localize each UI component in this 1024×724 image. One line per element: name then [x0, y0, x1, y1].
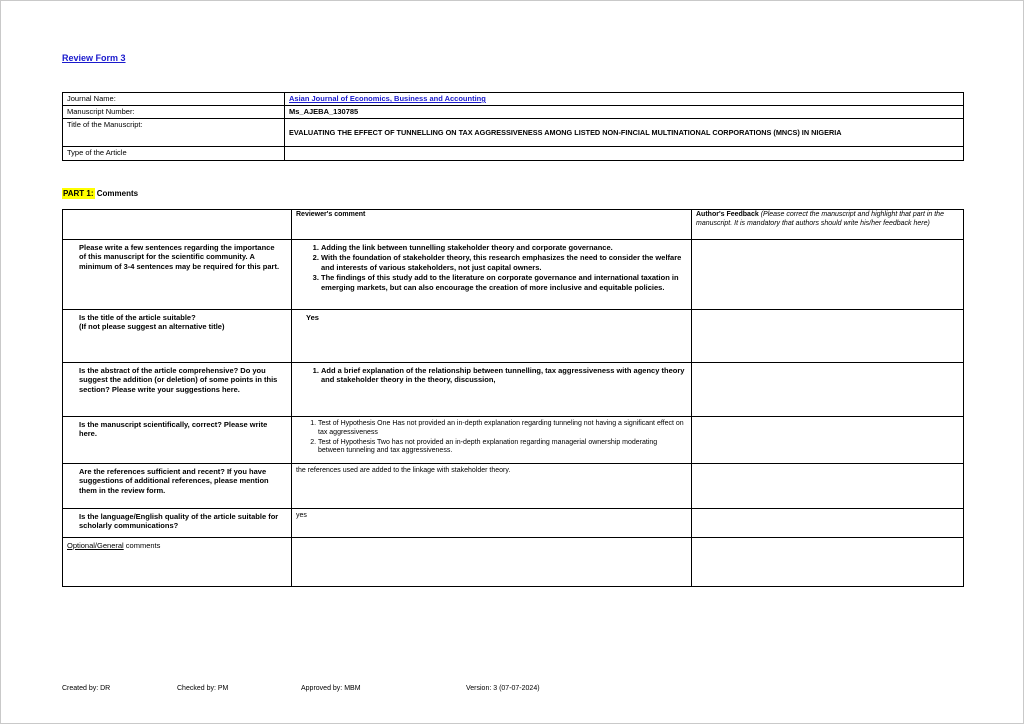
footer-created-by: Created by: DR: [62, 685, 111, 692]
optional-label-rest: comments: [123, 541, 161, 550]
table-row: [63, 464, 964, 509]
question-references: Are the references sufficient and recent? If you have suggestions of additional references, please mention them in the review form.: [63, 464, 292, 509]
question-line: Is the title of the article suitable?: [79, 313, 196, 322]
question-abstract: Is the abstract of the article comprehensive? Do you suggest the addition (or deletion) of some points in this section? Please write your suggestions here.: [63, 363, 292, 417]
manuscript-number-value: Ms_AJEBA_130785: [285, 106, 964, 119]
comment-item: 3. The findings of this study add to the literature on corporate governance and international taxation in emerging markets, but can also encourage the creation of more inclusive and equitable policies.: [321, 273, 685, 292]
reviewer-comment-importance: [292, 240, 692, 310]
author-feedback-cell[interactable]: [692, 509, 964, 538]
footer: [1, 685, 1023, 699]
journal-name-link[interactable]: Asian Journal of Economics, Business and Accounting: [289, 94, 486, 103]
author-feedback-cell[interactable]: [692, 464, 964, 509]
author-feedback-header: [692, 210, 964, 240]
table-row: [63, 509, 964, 538]
comment-item: 1. Test of Hypothesis One Has not provided an in-depth explanation regarding tunneling not having a significant effect on tax aggressiveness: [318, 420, 685, 438]
author-feedback-cell[interactable]: [692, 363, 964, 417]
question-language-quality: Is the language/English quality of the article suitable for scholarly communications?: [63, 509, 292, 538]
comment-list: [304, 243, 685, 292]
comment-item: 1. Adding the link between tunnelling stakeholder theory and corporate governance.: [321, 243, 685, 252]
journal-name-cell: [285, 93, 964, 106]
article-type-value: [285, 147, 964, 161]
part1-badge: PART 1:: [63, 189, 94, 198]
reviewer-comment-references: [292, 464, 692, 509]
comment-text: the references used are added to the linkage with stakeholder theory.: [296, 467, 511, 474]
journal-name-label: Journal Name:: [63, 93, 285, 106]
reviewer-comment-language: [292, 509, 692, 538]
author-feedback-title: Author's Feedback: [696, 211, 761, 218]
part1-heading: [62, 189, 138, 198]
manuscript-number-label: Manuscript Number:: [63, 106, 285, 119]
optional-label-underlined: Optional/General: [67, 541, 124, 550]
form-title: Review Form 3: [62, 53, 126, 63]
table-row: [63, 538, 964, 587]
footer-checked-by: Checked by: PM: [177, 685, 229, 692]
part1-title: Comments: [96, 189, 139, 198]
reviewer-comment-title: [292, 310, 692, 363]
table-row: [63, 310, 964, 363]
question-line: (If not please suggest an alternative title): [79, 322, 225, 332]
optional-general-comments-label: [63, 538, 292, 587]
manuscript-info-table: [62, 92, 964, 161]
reviewer-comment-abstract: [292, 363, 692, 417]
article-type-label: Type of the Article: [63, 147, 285, 161]
table-row: [63, 417, 964, 464]
question-scientifically-correct: Is the manuscript scientifically, correct? Please write here.: [63, 417, 292, 464]
manuscript-title-label: Title of the Manuscript:: [63, 119, 285, 147]
footer-version: Version: 3 (07-07-2024): [466, 685, 540, 692]
author-feedback-cell[interactable]: [692, 538, 964, 587]
comments-table: [62, 209, 964, 587]
author-feedback-cell[interactable]: [692, 310, 964, 363]
table-row: [63, 363, 964, 417]
comment-item: 1. Add a brief explanation of the relationship between tunnelling, tax aggressiveness with agency theory and stakeholder theory in the theory, discussion,: [321, 366, 685, 385]
manuscript-title-value: EVALUATING THE EFFECT OF TUNNELLING ON TAX AGGRESSIVENESS AMONG LISTED NON-FINCIAL MULTINATIONAL CORPORATIONS (MNCS) IN NIGERIA: [285, 119, 964, 147]
question-importance: Please write a few sentences regarding the importance of this manuscript for the scientific community. A minimum of 3-4 sentences may be required for this part.: [63, 240, 292, 310]
table-row: [63, 240, 964, 310]
comment-item: 2. With the foundation of stakeholder theory, this research emphasizes the need to consider the welfare and interests of various stakeholders, not just capital owners.: [321, 253, 685, 272]
optional-comment-cell[interactable]: [292, 538, 692, 587]
reviewer-comment-header: Reviewer's comment: [292, 210, 692, 240]
author-feedback-note: (Please correct the manuscript and highlight that part in the manuscript. It is mandatory that authors should write his/her feedback here): [696, 211, 944, 227]
comment-list: [304, 420, 685, 456]
comment-text: yes: [296, 512, 307, 519]
footer-approved-by: Approved by: MBM: [301, 685, 361, 692]
author-feedback-cell[interactable]: [692, 240, 964, 310]
question-title-suitable: [63, 310, 292, 363]
comment-list: [304, 366, 685, 385]
reviewer-comment-scientific: [292, 417, 692, 464]
comment-text: Yes: [306, 313, 319, 322]
blank-header-cell: [63, 210, 292, 240]
comment-item: 2. Test of Hypothesis Two has not provided an in-depth explanation regarding managerial ownership moderating between tunneling and tax aggressiveness.: [318, 439, 685, 457]
author-feedback-cell[interactable]: [692, 417, 964, 464]
